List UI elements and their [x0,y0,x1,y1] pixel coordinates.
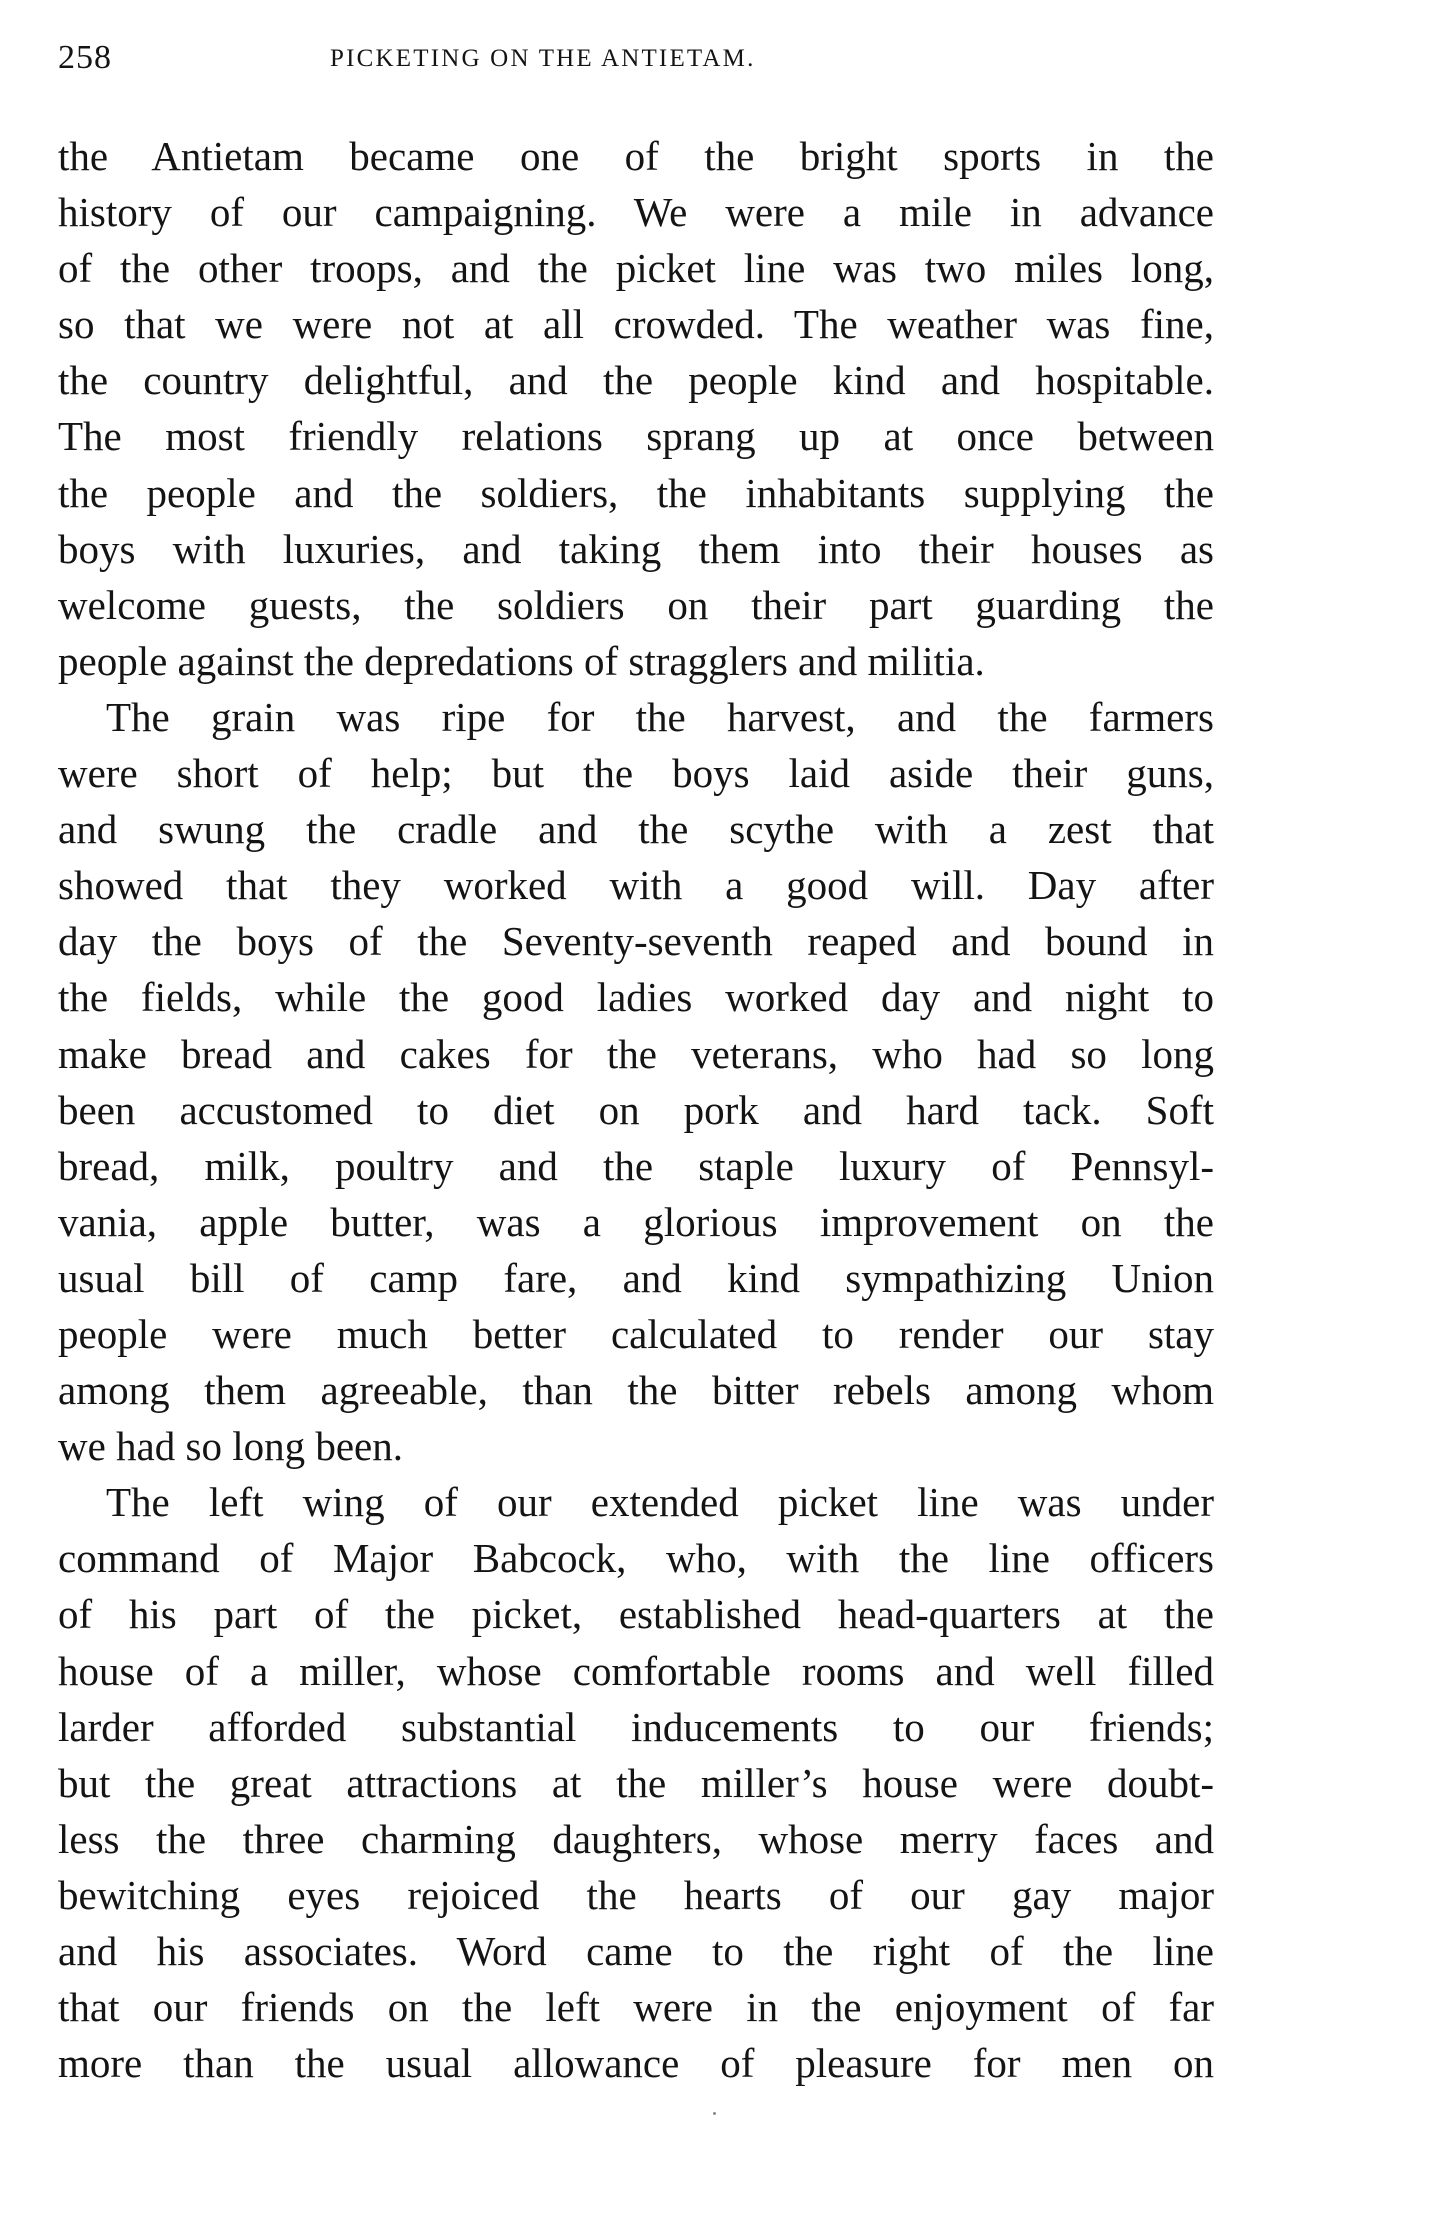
text-line: but the great attractions at the miller’s house were doubt- [58,1759,1214,1806]
paragraph [58,1474,1214,2091]
text-line: and his associates. Word came to the right of the line [58,1928,1214,1974]
text-line: and swung the cradle and the scythe with a zest that [58,806,1214,853]
text-line: house of a miller, whose comfortable rooms and well filled [58,1647,1214,1694]
text-line: The grain was ripe for the harvest, and the farmers [106,693,1214,740]
book-page [58,0,1214,2221]
text-line: The most friendly relations sprang up at once between [58,413,1214,460]
text-line: welcome guests, the soldiers on their part guarding the [58,581,1214,628]
print-speck [713,2112,716,2115]
text-line: of his part of the picket, established head-quarters at the [58,1591,1214,1638]
text-line: more than the usual allowance of pleasure for men on [58,2040,1214,2087]
paragraph [58,128,1214,689]
text-line: make bread and cakes for the veterans, who had so long [58,1030,1214,1077]
text-line: so that we were not at all crowded. The weather was fine, [58,301,1214,348]
text-line: The left wing of our extended picket line was under [106,1479,1214,1526]
page-number: 258 [58,39,112,76]
text-line: showed that they worked with a good will. Day after [58,862,1214,909]
text-line: usual bill of camp fare, and kind sympathizing Union [58,1254,1214,1301]
text-line: the Antietam became one of the bright sports in the [58,133,1214,179]
running-title: PICKETING ON THE ANTIETAM. [330,45,756,72]
text-line: the country delightful, and the people kind and hospitable. [58,357,1214,404]
text-line: history of our campaigning. We were a mile in advance [58,189,1214,236]
text-line: of the other troops, and the picket line was two miles long, [58,245,1214,292]
text-line: the people and the soldiers, the inhabitants supplying the [58,469,1214,516]
text-line: among them agreeable, than the bitter rebels among whom [58,1367,1214,1414]
text-line: less the three charming daughters, whose merry faces and [58,1815,1214,1862]
text-line: larder afforded substantial inducements to our friends; [58,1703,1214,1750]
text-line: the fields, while the good ladies worked day and night to [58,974,1214,1021]
text-line: people against the depredations of stragglers and militia. [58,637,985,684]
text-line: we had so long been. [58,1423,403,1470]
text-line: been accustomed to diet on pork and hard tack. Soft [58,1086,1214,1133]
text-line: day the boys of the Seventy-seventh reaped and bound in [58,918,1214,965]
text-line: that our friends on the left were in the enjoyment of far [58,1984,1214,2031]
text-line: bread, milk, poultry and the staple luxury of Pennsyl- [58,1142,1214,1189]
text-line: bewitching eyes rejoiced the hearts of our gay major [58,1871,1214,1918]
text-line: vania, apple butter, was a glorious improvement on the [58,1198,1214,1245]
running-head [58,38,1214,88]
text-line: command of Major Babcock, who, with the line officers [58,1535,1214,1582]
text-line: were short of help; but the boys laid aside their guns, [58,750,1214,797]
paragraph [58,689,1214,1474]
text-line: boys with luxuries, and taking them into their houses as [58,525,1214,572]
body-text [58,128,1214,2091]
text-line: people were much better calculated to render our stay [58,1310,1214,1357]
